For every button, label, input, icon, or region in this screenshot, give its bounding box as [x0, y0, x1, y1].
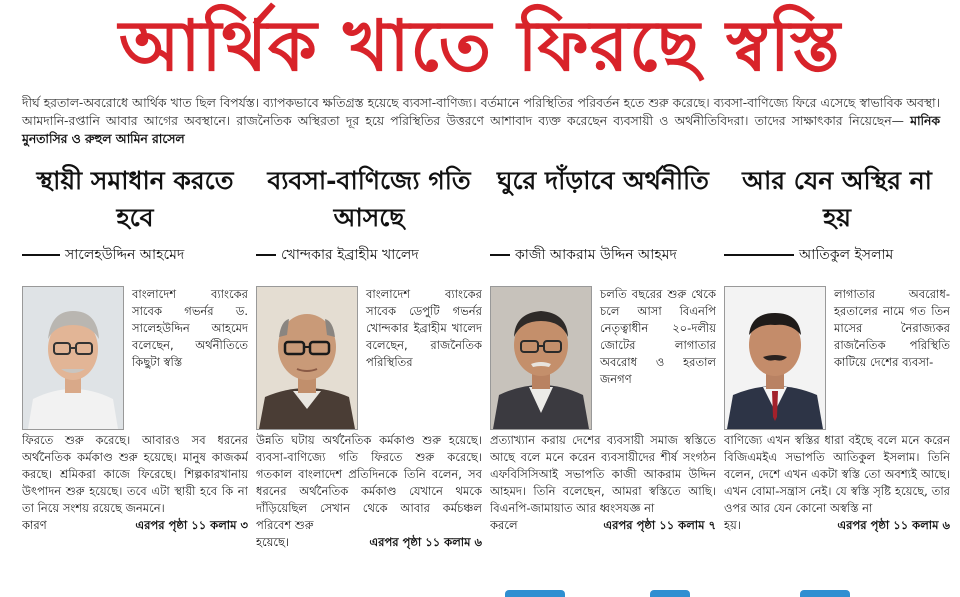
body-text: ফিরতে শুরু করেছে। আবারও সব ধরনের অর্থনৈতিক কর্মকাণ্ড শুরু হয়েছে। মানুষ কাজকর্ম করছে। শ্রমিকরা কাজে ফিরেছে। শিল্পকারখানায় উৎপাদন শুরু হয়েছে। তবে এটা স্থায়ী হবে কি না তা নিয়ে সংশয় রয়েছে জনমনে। [22, 433, 248, 515]
continued-lead-word: হয়। [724, 518, 741, 532]
byline [256, 242, 482, 268]
article-column-1 [22, 158, 248, 590]
byline [490, 242, 716, 268]
author-photo [490, 286, 592, 430]
side-text: বাংলাদেশ ব্যাংকের সাবেক গভর্নর ড. সালেহউদ্দিন আহমেদ বলেছেন, অর্থনীতিতে কিছুটা স্বস্তি [132, 287, 248, 369]
intro-paragraph [22, 94, 940, 148]
article-column-3 [490, 158, 716, 590]
strip-fragment [800, 590, 850, 597]
byline [22, 242, 248, 268]
article-column-2 [256, 158, 482, 590]
author-name: কাজী আকরাম উদ্দিন আহমদ [515, 247, 677, 263]
article-title: ঘুরে দাঁড়াবে অর্থনীতি [497, 166, 709, 195]
author-photo [22, 286, 124, 430]
continued-lead-word: কারণ [22, 518, 47, 532]
continued-lead-word: করলে [490, 518, 518, 532]
continued-lead-word: হয়েছে। [256, 535, 290, 549]
side-text: বাংলাদেশ ব্যাংকের সাবেক ডেপুটি গভর্নর খোন্দকার ইব্রাহীম খালেদ বলেছেন, রাজনৈতিক পরিস্থিতির [366, 287, 482, 369]
body-text: উন্নতি ঘটায় অর্থনৈতিক কর্মকাণ্ড শুরু হয়েছে। ব্যবসা-বাণিজ্যে গতি ফিরতে শুরু করেছে। গতকাল বাংলাদেশ প্রতিদিনকে তিনি বলেন, সব ধরনের অর্থনৈতিক কর্মকাণ্ড যেখানে থমকে দাঁড়িয়েছিল সেখান থেকে আবার কর্মচঞ্চল পরিবেশ শুরু [256, 433, 482, 532]
strip-fragment [650, 590, 690, 597]
continuation-line [22, 517, 248, 534]
author-name: সালেহউদ্দিন আহমেদ [65, 247, 185, 263]
byline-dash [490, 254, 510, 256]
strip-fragment [505, 590, 565, 597]
side-text: লাগাতার অবরোধ-হরতালের নামে গত তিন মাসের নৈরাজ্যকর রাজনৈতিক পরিস্থিতি কাটিয়ে দেশের ব্যবসা- [834, 287, 950, 369]
byline [724, 242, 950, 268]
continued-on: এরপর পৃষ্ঠা ১১ কলাম ৩ [135, 518, 248, 532]
byline-dash [256, 254, 276, 256]
continuation-line [256, 534, 482, 551]
continued-on: এরপর পৃষ্ঠা ১১ কলাম ৭ [603, 518, 716, 532]
body-text: বাণিজ্যে এখন স্বস্তির ধারা বইছে বলে মনে করেন বিজিএমইএ সভাপতি আতিকুল ইসলাম। তিনি বলেন, দেশে এখন একটা স্বস্তি তো অবশ্যই আছে। এখন বোমা-সন্ত্রাস নেই। যে স্বস্তি সৃষ্টি হয়েছে, তার ওপর আর যেন কোনো অস্বস্তি না [724, 433, 950, 515]
author-photo [256, 286, 358, 430]
continuation-line [724, 517, 950, 534]
intro-text: দীর্ঘ হরতাল-অবরোধে আর্থিক খাত ছিল বিপর্যস্ত। ব্যাপকভাবে ক্ষতিগ্রস্ত হয়েছে ব্যবসা-বাণিজ্য। বর্তমানে পরিস্থিতির পরিবর্তন হতে শুরু করেছে। ব্যবসা-বাণিজ্যে ফিরে এসেছে স্বাভাবিক অবস্থা। আমদানি-রপ্তানি আবার আগের অবস্থানে। রাজনৈতিক অস্থিরতা দূর হয়ে পরিস্থিতির উত্তরণে আশাবাদ ব্যক্ত করেছেন ব্যবসায়ী ও অর্থনীতিবিদরা। তাদের সাক্ষাৎকার নিয়েছেন— [22, 96, 940, 128]
side-text: চলতি বছরের শুরু থেকে চলে আসা বিএনপি নেতৃত্বাধীন ২০-দলীয় জোটের লাগাতার অবরোধ ও হরতাল জনগণ [600, 287, 716, 386]
article-title: আর যেন অস্থির না হয় [742, 166, 932, 232]
continued-on: এরপর পৃষ্ঠা ১১ কলাম ৬ [369, 535, 482, 549]
author-photo [724, 286, 826, 430]
next-article-strip [0, 588, 960, 597]
article-title: স্থায়ী সমাধান করতে হবে [36, 166, 234, 232]
intro-reporters: মানিক মুনতাসির ও রুহুল আমিন রাসেল [22, 114, 940, 146]
article-column-4 [724, 158, 950, 590]
article-title: ব্যবসা-বাণিজ্যে গতি আসছে [267, 166, 471, 232]
headline: আর্থিক খাতে ফিরছে স্বস্তি [118, 4, 842, 87]
continued-on: এরপর পৃষ্ঠা ১১ কলাম ৬ [837, 518, 950, 532]
byline-dash [724, 254, 794, 256]
continuation-line [490, 517, 716, 534]
body-text: প্রত্যাখ্যান করায় দেশের ব্যবসায়ী সমাজ স্বস্তিতে আছে বলে মনে করেন ব্যবসায়ীদের শীর্ষ সংগঠন এফবিসিসিআই সভাপতি কাজী আকরাম উদ্দিন আহমদ। তিনি বলেছেন, আমরা স্বস্তিতে আছি। বিএনপি-জামায়াত আর ধ্বংসযজ্ঞ না [490, 433, 716, 515]
author-name: খোন্দকার ইব্রাহীম খালেদ [281, 247, 419, 263]
byline-dash [22, 254, 60, 256]
author-name: আতিকুল ইসলাম [799, 247, 894, 263]
